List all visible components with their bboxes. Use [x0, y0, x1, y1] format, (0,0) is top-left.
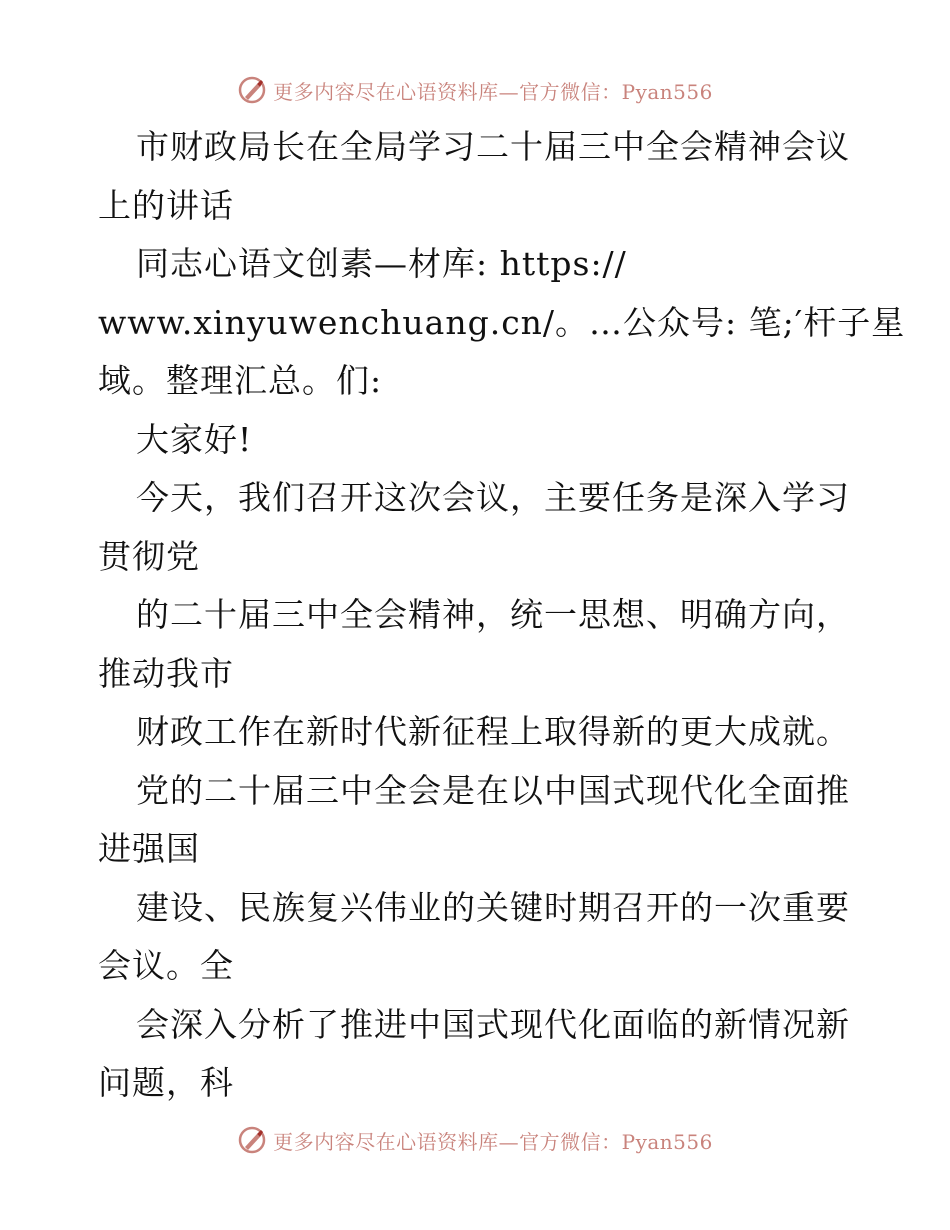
text-line: 今天，我们召开这次会议，主要任务是深入学习 — [136, 478, 850, 517]
watermark-text: 更多内容尽在心语资料库—官方微信：Pyan556 — [273, 1129, 713, 1154]
document-body — [98, 118, 906, 1113]
pen-logo-icon — [237, 1125, 267, 1155]
text-line: 会议。全 — [98, 946, 234, 985]
text-line: 贯彻党 — [98, 536, 200, 576]
watermark-banner-top — [0, 70, 950, 110]
pen-logo-icon — [237, 75, 267, 105]
text-line: 推动我市 — [98, 653, 234, 693]
text-line: 的二十届三中全会精神，统一思想、明确方向， — [136, 595, 850, 634]
text-line: 上的讲话 — [98, 185, 234, 225]
text-line: 建设、民族复兴伟业的关键时期召开的一次重要 — [136, 887, 850, 927]
text-line: 党的二十届三中全会是在以中国式现代化全面推 — [136, 770, 850, 810]
text-line: 问题，科 — [98, 1063, 234, 1102]
text-line: 大家好! — [136, 419, 253, 459]
text-line: 财政工作在新时代新征程上取得新的更大成就。 — [136, 712, 850, 751]
text-line: 域。整理汇总。们: — [98, 361, 383, 400]
text-line: 进强国 — [98, 829, 200, 868]
text-line: 会深入分析了推进中国式现代化面临的新情况新 — [136, 1004, 850, 1044]
text-line: 市财政局长在全局学习二十届三中全会精神会议 — [136, 127, 850, 166]
text-line: 同志心语文创素—材库: https:// — [136, 244, 627, 283]
watermark-banner-bottom — [0, 1120, 950, 1160]
watermark-text: 更多内容尽在心语资料库—官方微信：Pyan556 — [273, 79, 713, 104]
text-line: www.xinyuwenchuang.cn/。…公众号: 笔;′杆子星 — [98, 302, 906, 342]
